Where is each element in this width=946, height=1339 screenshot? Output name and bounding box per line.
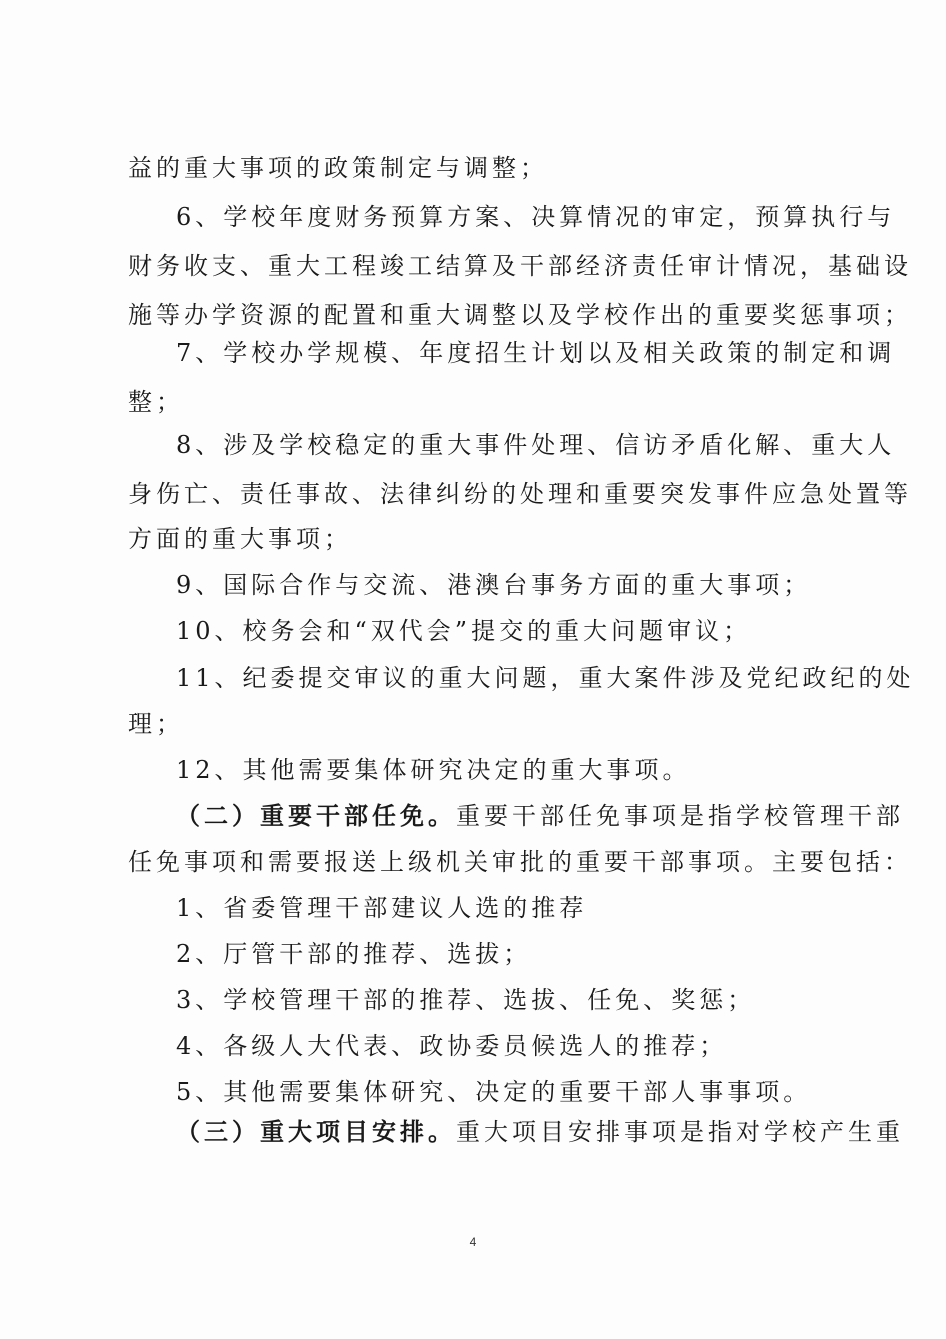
paragraph-line: 身伤亡、责任事故、法律纠纷的处理和重要突发事件应急处置等: [128, 480, 912, 508]
section-two-heading: （二）重要干部任免。: [176, 801, 456, 830]
list-item: 1、省委管理干部建议人选的推荐: [176, 894, 588, 922]
list-item: 4、各级人大代表、政协委员候选人的推荐；: [176, 1032, 728, 1060]
page-number: 4: [469, 1235, 477, 1249]
paragraph-line: 12、其他需要集体研究决定的重大事项。: [176, 756, 691, 784]
paragraph-line: 8、涉及学校稳定的重大事件处理、信访矛盾化解、重大人: [176, 431, 896, 459]
paragraph-line: 财务收支、重大工程竣工结算及干部经济责任审计情况，基础设: [128, 252, 912, 280]
paragraph-line: 6、学校年度财务预算方案、决算情况的审定，预算执行与: [176, 203, 896, 231]
section-two-text: 重要干部任免事项是指学校管理干部: [456, 802, 904, 830]
paragraph-line: 7、学校办学规模、年度招生计划以及相关政策的制定和调: [176, 339, 896, 367]
paragraph-line: 整；: [128, 388, 184, 416]
paragraph-line: 任免事项和需要报送上级机关审批的重要干部事项。主要包括：: [128, 848, 912, 876]
paragraph-line: 施等办学资源的配置和重大调整以及学校作出的重要奖惩事项；: [128, 301, 912, 329]
paragraph-line: 理；: [128, 710, 184, 738]
paragraph-line: 益的重大事项的政策制定与调整；: [128, 154, 548, 182]
section-three-heading: （三）重大项目安排。: [176, 1117, 456, 1146]
section-three-heading-line: [176, 1112, 904, 1152]
list-item: 2、厅管干部的推荐、选拔；: [176, 940, 532, 968]
list-item: 3、学校管理干部的推荐、选拔、任免、奖惩；: [176, 986, 756, 1014]
paragraph-line: 9、国际合作与交流、港澳台事务方面的重大事项；: [176, 571, 812, 599]
section-two-heading-line: [176, 796, 904, 836]
list-item: 5、其他需要集体研究、决定的重要干部人事事项。: [176, 1078, 812, 1106]
section-three-text: 重大项目安排事项是指对学校产生重: [456, 1118, 904, 1146]
paragraph-line: 方面的重大事项；: [128, 525, 352, 553]
paragraph-line: 11、纪委提交审议的重大问题，重大案件涉及党纪政纪的处: [176, 664, 915, 692]
paragraph-line: 10、校务会和“双代会”提交的重大问题审议；: [176, 617, 752, 645]
